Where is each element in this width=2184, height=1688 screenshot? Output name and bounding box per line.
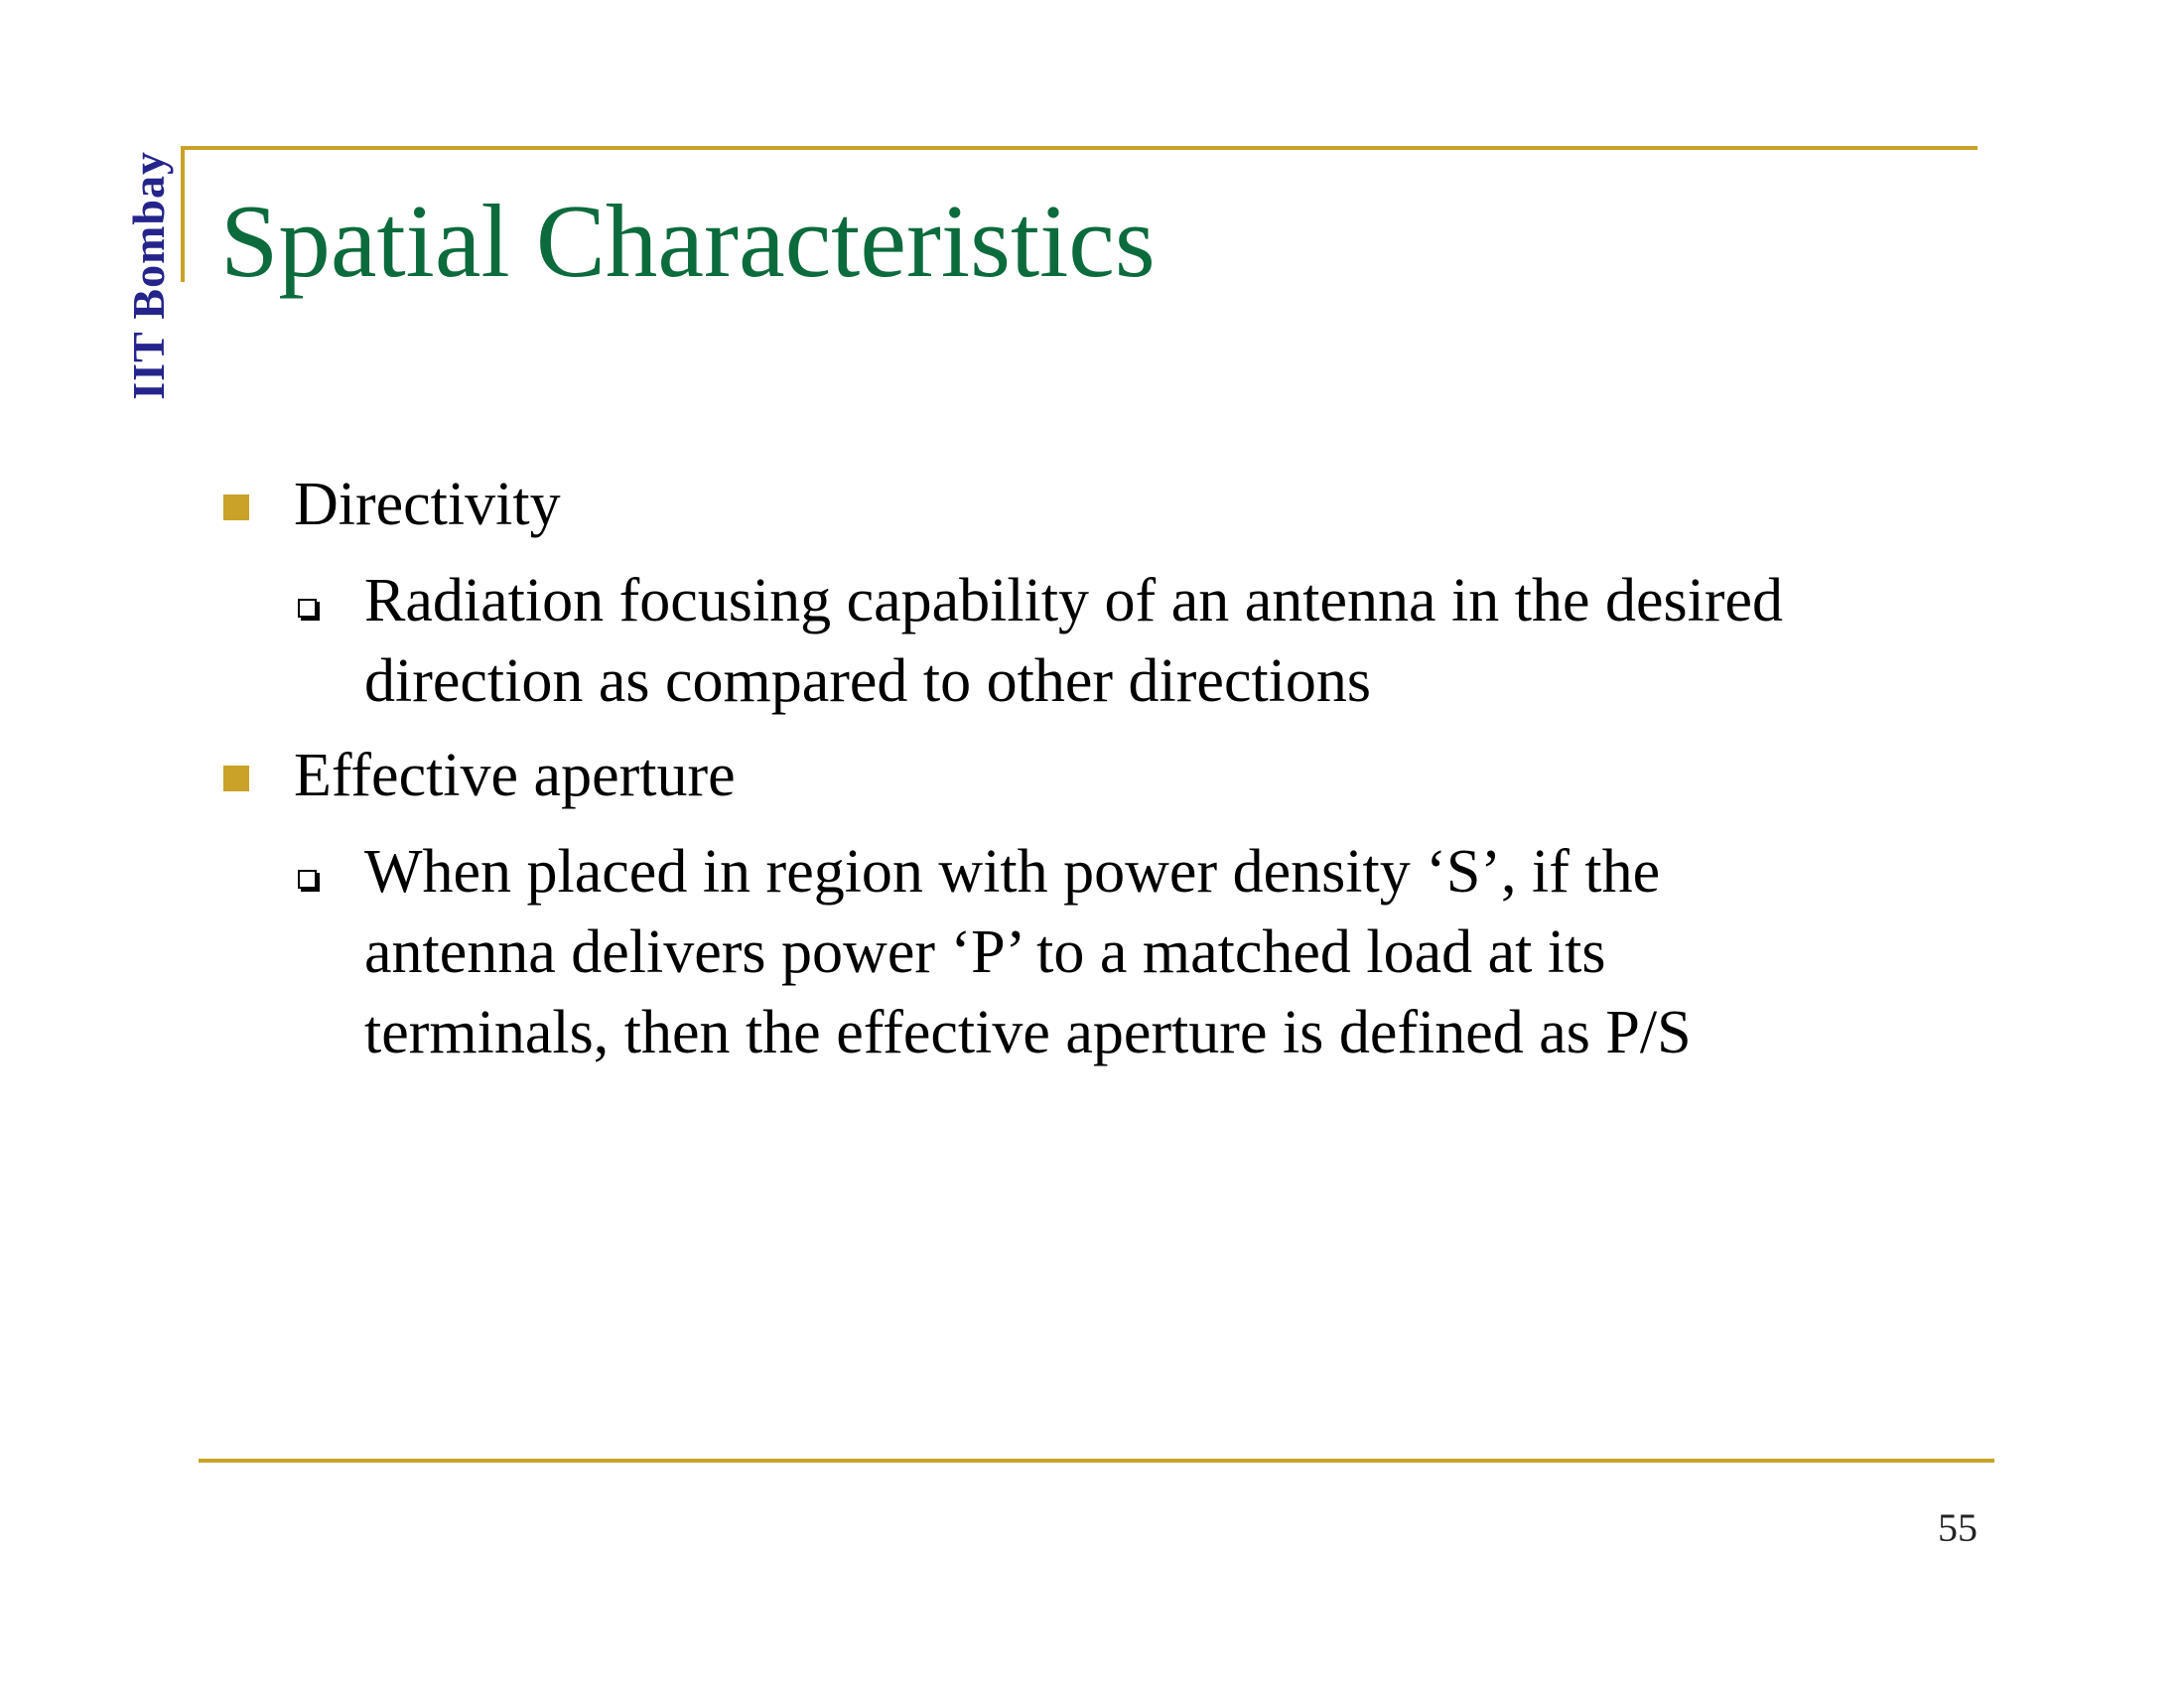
bullet-square-icon [223,494,249,520]
side-label-text: IIT Bombay [123,151,174,400]
slide-title: Spatial Characteristics [220,183,1156,299]
sub-bullet-line: terminals, then the effective aperture is defined as P/S [364,999,1692,1066]
page-number: 55 [1938,1505,1978,1550]
top-rule [181,146,1978,150]
sub-bullet-line: antenna delivers power ‘P’ to a matched load at its [364,918,1606,986]
sub-bullet-line: direction as compared to other directions [364,647,1372,715]
sub-bullet-square-icon [298,599,317,618]
bottom-rule [199,1459,1994,1463]
sub-bullet-line: When placed in region with power density ‘S’, if the [364,838,1661,906]
side-label [119,151,179,449]
top-rule-vertical [181,146,185,282]
sub-bullet-line: Radiation focusing capability of an antenna in the desired [364,567,1783,634]
bullet-effective-aperture: Effective aperture [294,742,736,809]
sub-bullet-square-icon [298,870,317,889]
bullet-square-icon [223,766,249,791]
bullet-directivity: Directivity [294,471,561,538]
